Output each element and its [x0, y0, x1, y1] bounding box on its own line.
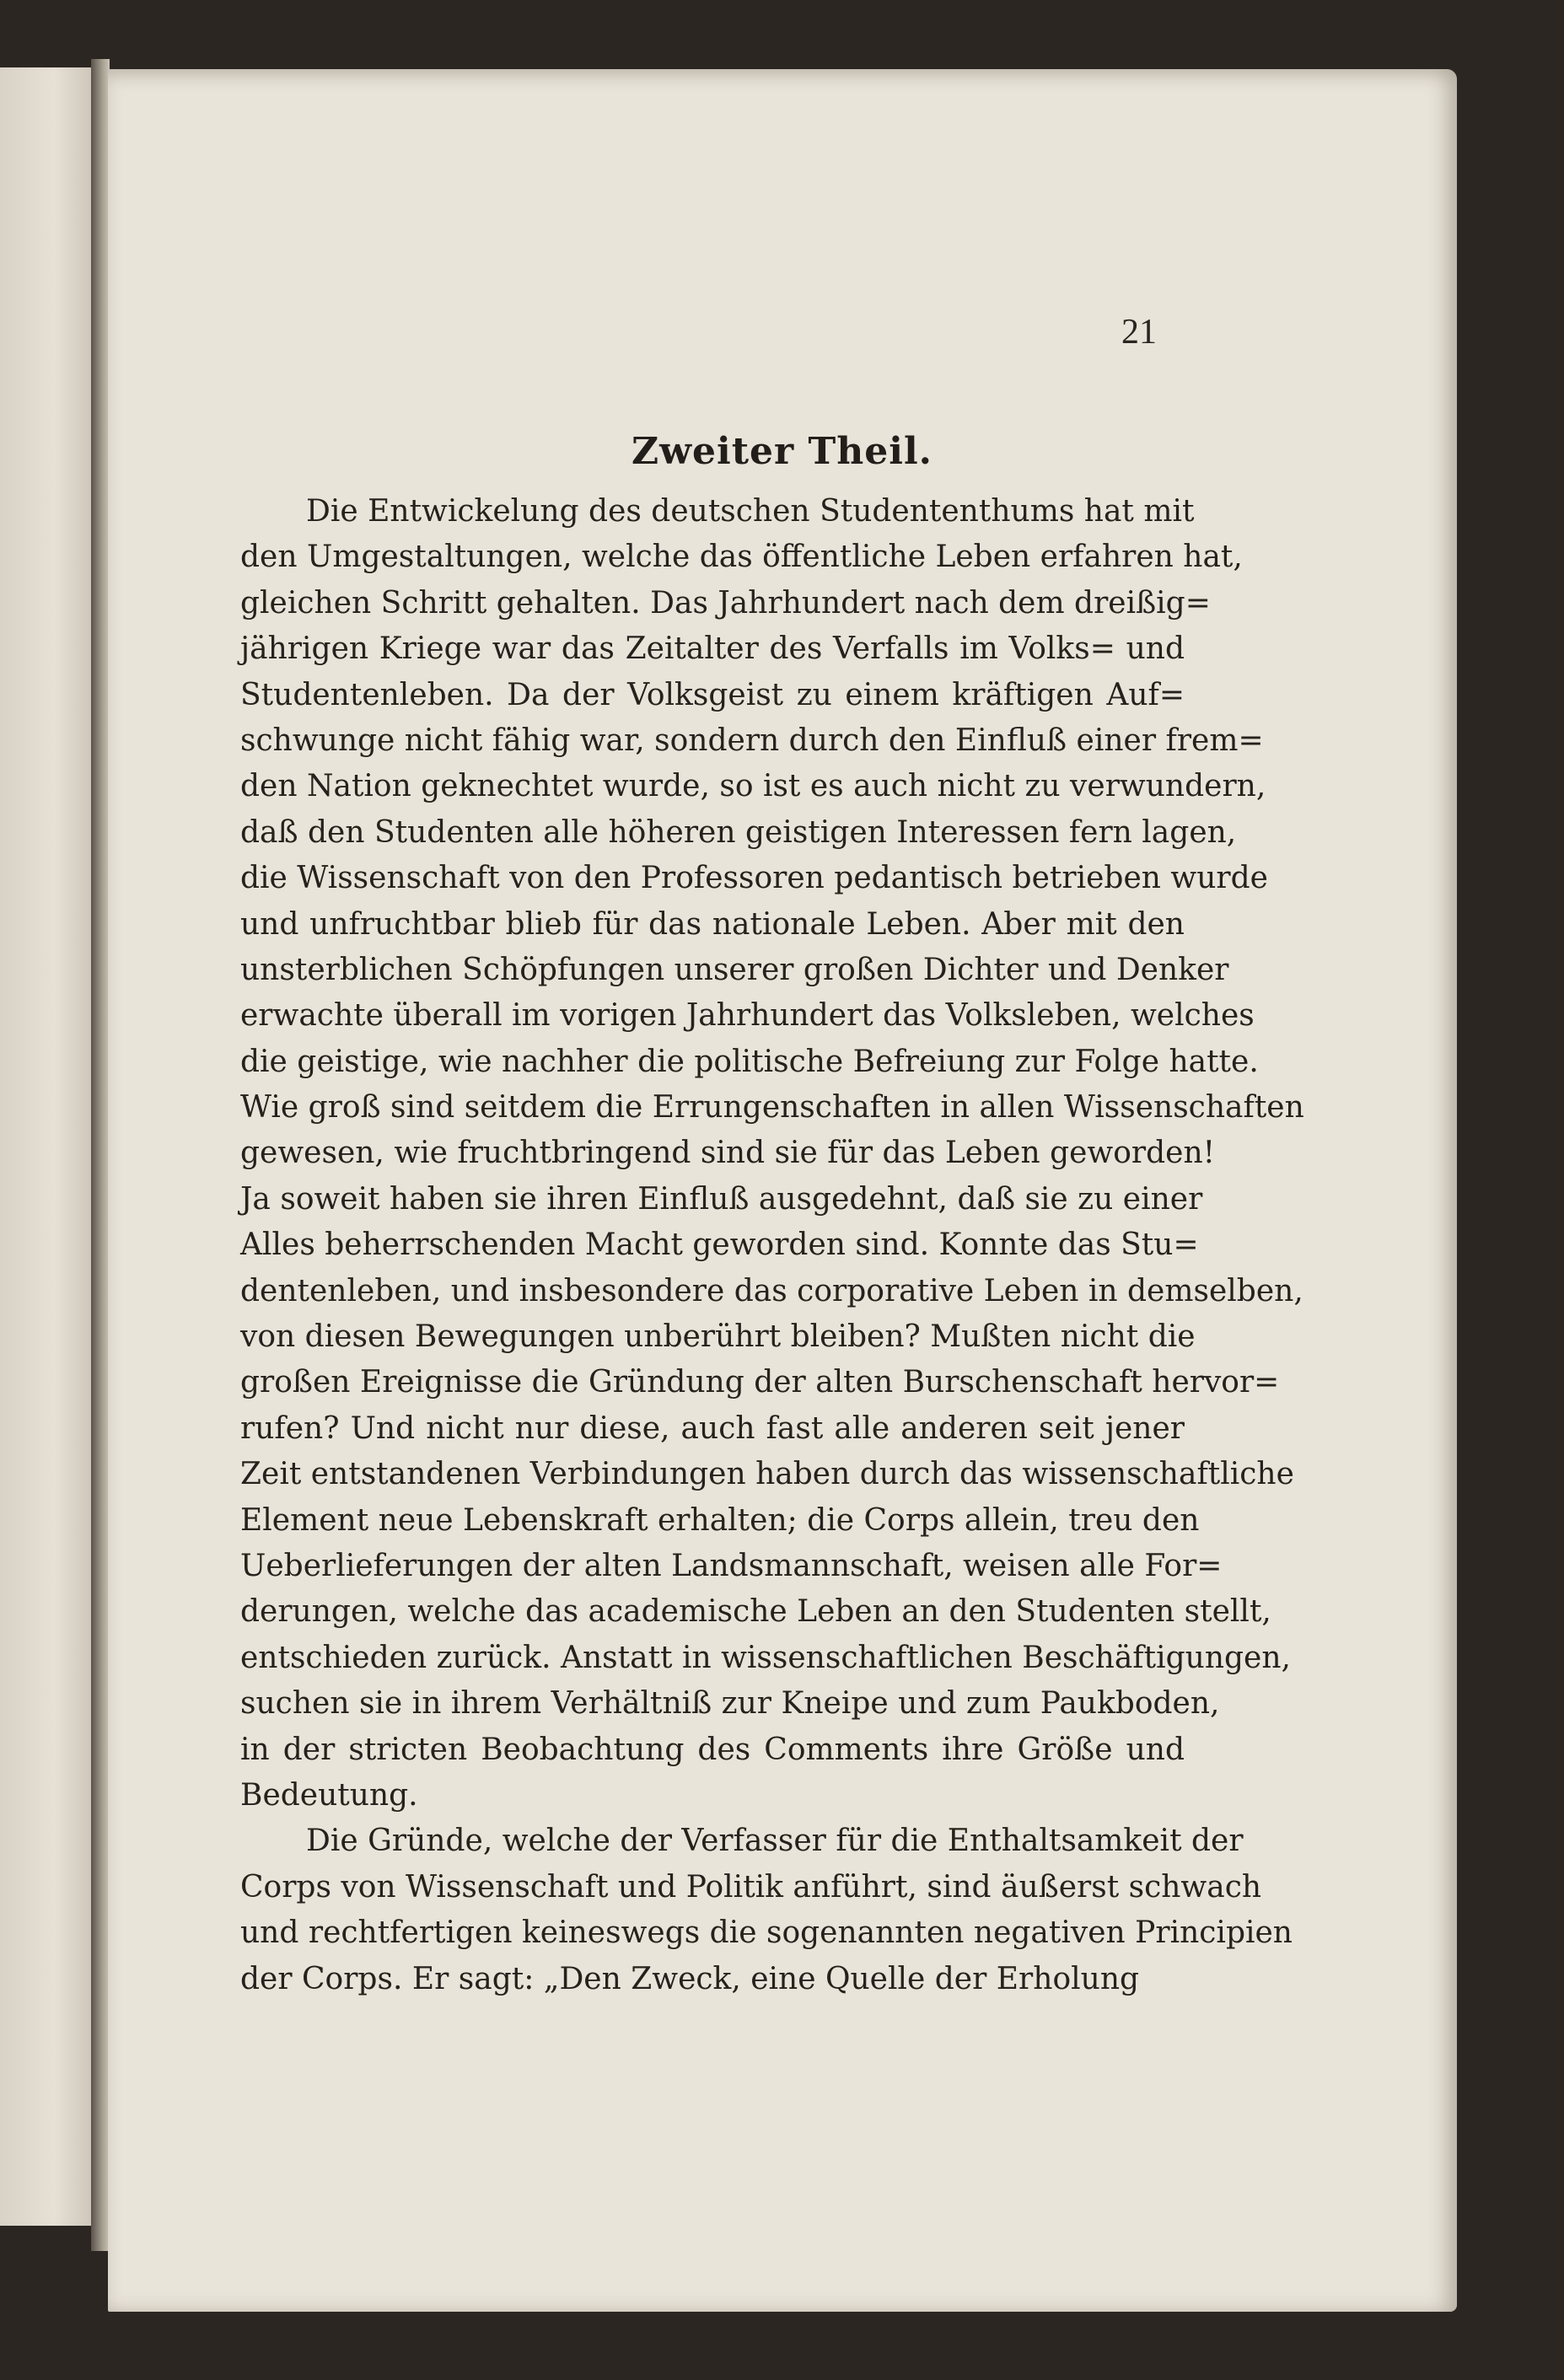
text-line: Zeit entstandenen Verbindungen haben durch das wissenschaftliche [240, 1457, 1294, 1492]
text-line: der Corps. Er sagt: „Den Zweck, eine Quelle der Erholung [240, 1961, 1140, 1996]
text-line: jährigen Kriege war das Zeitalter des Verfalls im Volks= und [240, 631, 1185, 667]
text-line: Studentenleben. Da der Volksgeist zu einem kräftigen Auf= [240, 677, 1185, 712]
section-heading: Zweiter Theil. [632, 430, 932, 473]
book-gutter [91, 59, 110, 2251]
text-line: großen Ereignisse die Gründung der alten Burschenschaft hervor= [240, 1365, 1280, 1400]
page-number: 21 [1121, 313, 1157, 352]
text-line: Alles beherrschenden Macht geworden sind. Konnte das Stu= [240, 1228, 1199, 1263]
text-line: und unfruchtbar blieb für das nationale Leben. Aber mit den [240, 906, 1185, 942]
text-line: dentenleben, und insbesondere das corporative Leben in demselben, [240, 1273, 1303, 1308]
text-line: Wie groß sind seitdem die Errungenschaften in allen Wissenschaften [240, 1090, 1304, 1126]
text-line: in der stricten Beobachtung des Comments ihre Größe und [240, 1732, 1185, 1767]
text-line: erwachte überall im vorigen Jahrhundert das Volksleben, welches [240, 998, 1255, 1034]
text-line: gewesen, wie fruchtbringend sind sie für das Leben geworden! [240, 1136, 1216, 1171]
text-line: unsterblichen Schöpfungen unserer großen Dichter und Denker [240, 952, 1229, 987]
text-line: schwunge nicht fähig war, sondern durch den Einfluß einer frem= [240, 723, 1264, 758]
body-text [240, 489, 1304, 2002]
text-line: entschieden zurück. Anstatt in wissenschaftlichen Beschäftigungen, [240, 1640, 1291, 1675]
text-line: Ueberlieferungen der alten Landsmannschaft, weisen alle For= [240, 1548, 1223, 1583]
text-line: Die Gründe, welche der Verfasser für die Enthaltsamkeit der [306, 1824, 1244, 1859]
text-line: Die Entwickelung des deutschen Studententhums hat mit [306, 494, 1195, 529]
text-line: gleichen Schritt gehalten. Das Jahrhundert nach dem dreißig= [240, 585, 1211, 621]
text-line: den Umgestaltungen, welche das öffentliche Leben erfahren hat, [240, 540, 1243, 575]
left-page-edge [0, 67, 94, 2226]
text-line: Bedeutung. [240, 1777, 418, 1813]
text-line: suchen sie in ihrem Verhältniß zur Kneipe und zum Paukboden, [240, 1686, 1220, 1722]
text-line: von diesen Bewegungen unberührt bleiben? Mußten nicht die [240, 1319, 1196, 1355]
text-line: Element neue Lebenskraft erhalten; die Corps allein, treu den [240, 1502, 1200, 1538]
text-line: die Wissenschaft von den Professoren pedantisch betrieben wurde [240, 861, 1268, 896]
text-line: derungen, welche das academische Leben an den Studenten stellt, [240, 1594, 1271, 1630]
text-line: und rechtfertigen keineswegs die sogenannten negativen Principien [240, 1915, 1293, 1951]
text-line: die geistige, wie nachher die politische Befreiung zur Folge hatte. [240, 1044, 1259, 1079]
text-line: Corps von Wissenschaft und Politik anführt, sind äußerst schwach [240, 1869, 1262, 1905]
text-line: daß den Studenten alle höheren geistigen Interessen fern lagen, [240, 814, 1237, 850]
text-line: den Nation geknechtet wurde, so ist es auch nicht zu verwundern, [240, 769, 1266, 804]
text-line: rufen? Und nicht nur diese, auch fast alle anderen seit jener [240, 1410, 1185, 1446]
text-line: Ja soweit haben sie ihren Einfluß ausgedehnt, daß sie zu einer [240, 1181, 1203, 1217]
